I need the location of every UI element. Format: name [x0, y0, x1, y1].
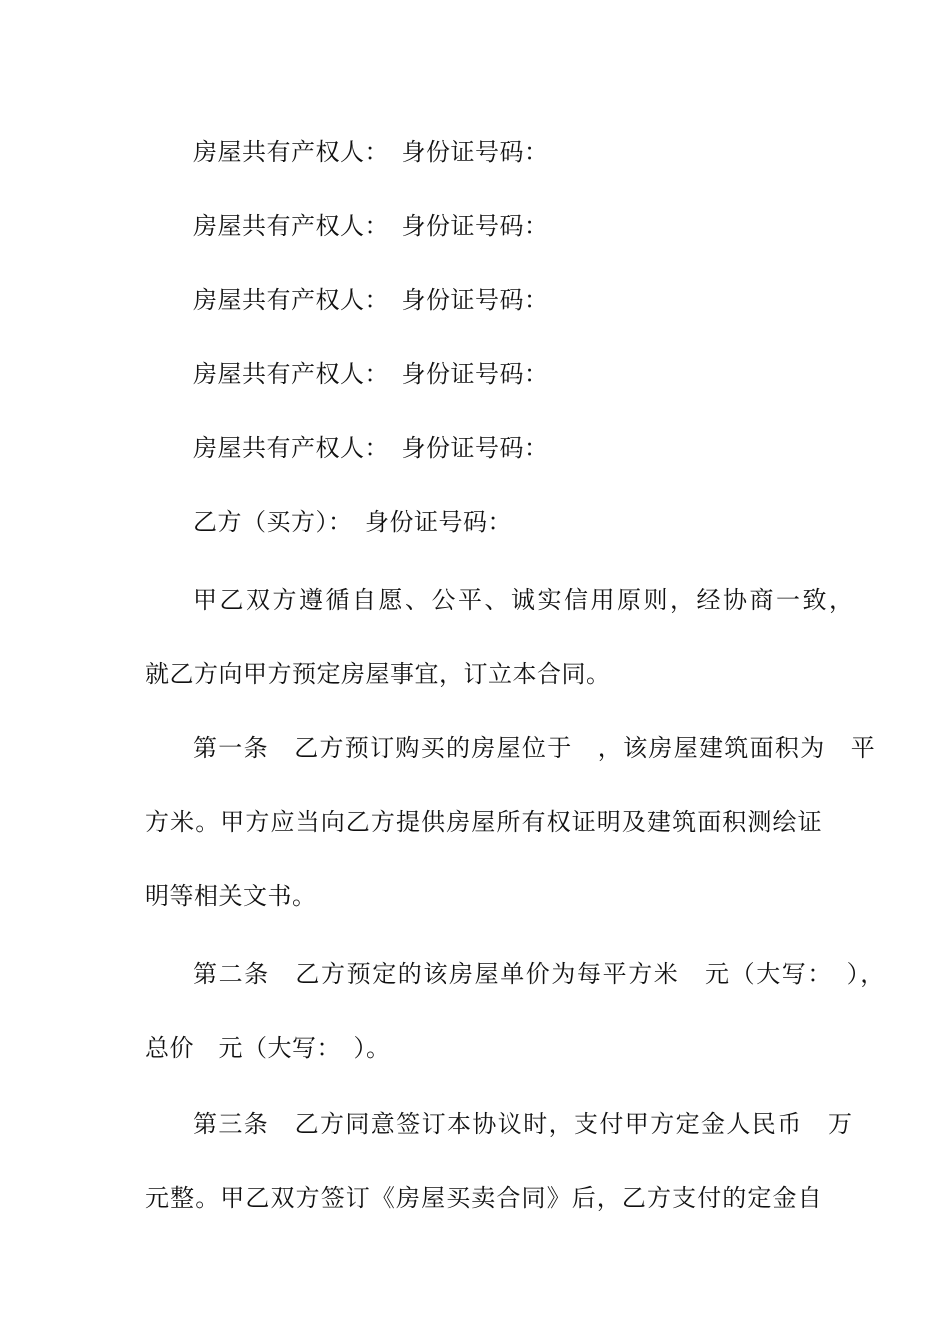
- buyer-line: 乙方（买方）： 身份证号码：: [193, 508, 512, 536]
- article-2-line-2: 总价 元（大写： ）。: [145, 1034, 391, 1062]
- co-owner-line-3: 房屋共有产权人： 身份证号码：: [193, 286, 549, 314]
- article-3-line-1: 第三条 乙方同意签订本协议时，支付甲方定金人民币 万: [193, 1110, 854, 1138]
- article-1-line-2: 方米。甲方应当向乙方提供房屋所有权证明及建筑面积测绘证: [145, 808, 823, 836]
- article-3-line-2: 元整。甲乙双方签订《房屋买卖合同》后，乙方支付的定金自: [145, 1184, 823, 1212]
- co-owner-line-2: 房屋共有产权人： 身份证号码：: [193, 212, 549, 240]
- co-owner-line-1: 房屋共有产权人： 身份证号码：: [193, 138, 549, 166]
- preamble-line-2: 就乙方向甲方预定房屋事宜，订立本合同。: [145, 660, 611, 688]
- article-1-line-3: 明等相关文书。: [145, 882, 317, 910]
- co-owner-line-5: 房屋共有产权人： 身份证号码：: [193, 434, 549, 462]
- article-1-line-1: 第一条 乙方预订购买的房屋位于 ，该房屋建筑面积为 平: [193, 734, 877, 762]
- preamble-line-1: 甲乙双方遵循自愿、公平、诚实信用原则，经协商一致，: [193, 586, 856, 614]
- article-2-line-1: 第二条 乙方预定的该房屋单价为每平方米 元（大写： ），: [193, 960, 886, 988]
- co-owner-line-4: 房屋共有产权人： 身份证号码：: [193, 360, 549, 388]
